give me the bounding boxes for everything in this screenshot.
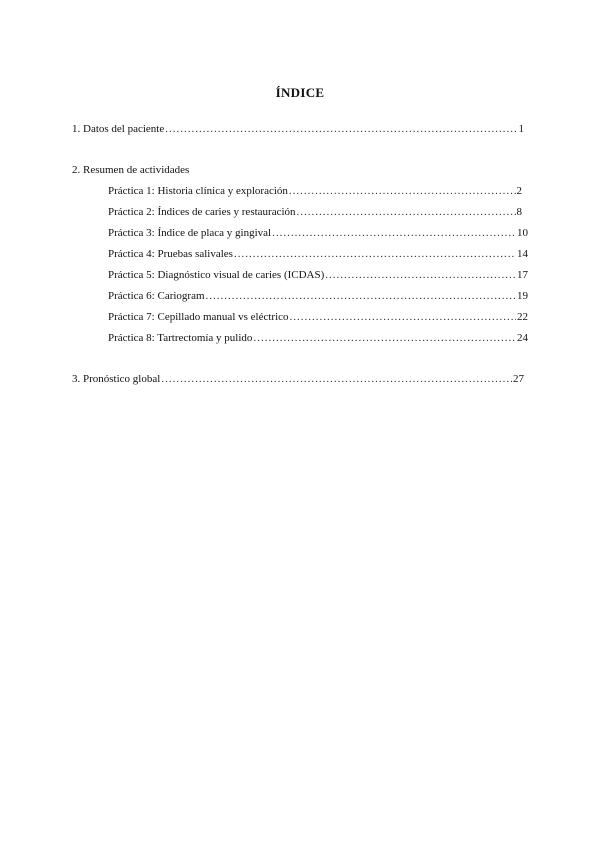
- toc-page-number: 14: [517, 248, 528, 260]
- toc-page-number: 10: [517, 227, 528, 239]
- toc-page-number: 24: [517, 332, 528, 344]
- toc-entry-practica-4[interactable]: [108, 247, 528, 261]
- toc-page-number: 8: [516, 206, 522, 218]
- toc-entry-practica-3[interactable]: [108, 226, 528, 240]
- toc-entry-label: Práctica 5: Diagnóstico visual de caries (ICDAS): [108, 269, 325, 281]
- toc-entry-practica-7[interactable]: [108, 310, 528, 324]
- toc-section-resumen: 2. Resumen de actividades: [72, 164, 190, 176]
- toc-entry-label: Práctica 4: Pruebas salivales: [108, 248, 233, 260]
- toc-entry-practica-1[interactable]: [108, 184, 522, 198]
- toc-page-number: 22: [517, 311, 528, 323]
- toc-entry-datos-paciente[interactable]: [72, 122, 524, 136]
- toc-entry-practica-5[interactable]: [108, 268, 528, 282]
- toc-entry-label: Práctica 7: Cepillado manual vs eléctrico: [108, 311, 289, 323]
- toc-dot-leader: [165, 122, 517, 136]
- toc-entry-practica-6[interactable]: [108, 289, 528, 303]
- toc-dot-leader: [272, 226, 516, 240]
- toc-dot-leader: [206, 289, 516, 303]
- toc-entry-label: Práctica 2: Índices de caries y restauración: [108, 206, 296, 218]
- toc-dot-leader: [289, 184, 516, 198]
- toc-dot-leader: [234, 247, 516, 261]
- toc-entry-label: Práctica 1: Historia clínica y exploración: [108, 185, 288, 197]
- toc-page-number: 1: [518, 123, 524, 135]
- toc-page-number: 2: [516, 185, 522, 197]
- toc-entry-pronostico-global[interactable]: [72, 372, 524, 386]
- toc-entry-label: 1. Datos del paciente: [72, 123, 165, 135]
- toc-page-number: 27: [513, 373, 524, 385]
- toc-entry-practica-2[interactable]: [108, 205, 522, 219]
- toc-entry-label: Práctica 6: Cariogram: [108, 290, 205, 302]
- toc-entry-label: Práctica 3: Índice de placa y gingival: [108, 227, 272, 239]
- toc-dot-leader: [253, 331, 516, 345]
- toc-entry-practica-8[interactable]: [108, 331, 528, 345]
- toc-dot-leader: [290, 310, 516, 324]
- toc-entry-label: Práctica 8: Tartrectomía y pulido: [108, 332, 253, 344]
- toc-dot-leader: [297, 205, 516, 219]
- toc-dot-leader: [161, 372, 512, 386]
- toc-page-number: 17: [517, 269, 528, 281]
- toc-page-number: 19: [517, 290, 528, 302]
- toc-dot-leader: [325, 268, 516, 282]
- page-title: ÍNDICE: [275, 85, 325, 100]
- toc-entry-label: 3. Pronóstico global: [72, 373, 161, 385]
